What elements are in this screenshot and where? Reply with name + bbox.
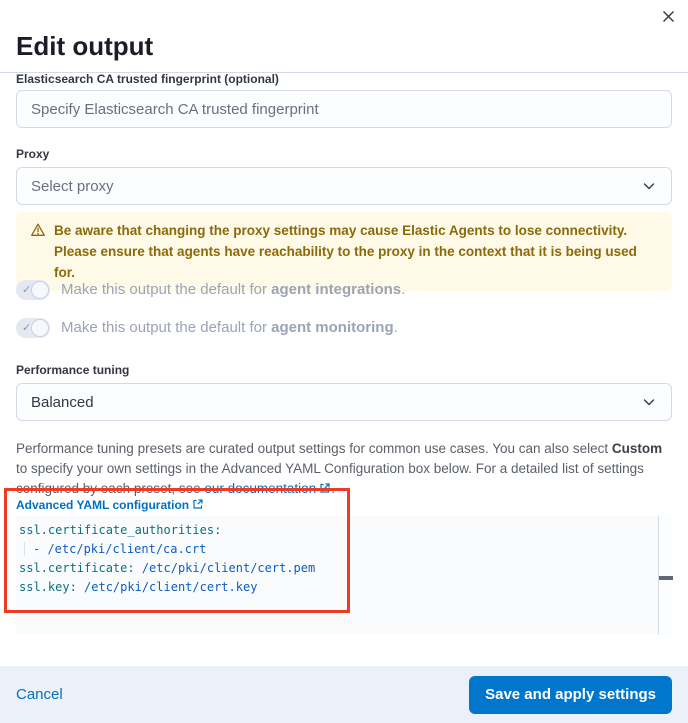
performance-tuning-select[interactable] bbox=[16, 383, 672, 421]
flyout-footer bbox=[0, 666, 688, 723]
check-icon: ✓ bbox=[22, 322, 32, 334]
proxy-warning-text: Be aware that changing the proxy settings may cause Elastic Agents to lose connectivity. Please ensure that agents have reachability to the proxy in the context that it is being used for. bbox=[54, 223, 637, 280]
performance-tuning-help-text: Performance tuning presets are curated output settings for common use cases. You can also select Custom to specify your own settings in the Advanced YAML Configuration box below. For a detailed list of settings configured by each preset, see our documentation . bbox=[16, 440, 663, 496]
editor-overview-ruler[interactable] bbox=[658, 516, 672, 635]
toggle-knob bbox=[31, 281, 49, 299]
yaml-line: ssl.certificate_authorities: bbox=[19, 523, 222, 537]
fingerprint-label: Elasticsearch CA trusted fingerprint (optional) bbox=[16, 73, 279, 86]
proxy-select[interactable] bbox=[16, 167, 672, 205]
default-integrations-toggle[interactable] bbox=[16, 280, 50, 300]
yaml-code-editor[interactable] bbox=[16, 516, 672, 635]
yaml-line: ssl.key: /etc/pki/client/cert.key bbox=[19, 580, 258, 594]
default-integrations-label: Make this output the default for agent integrations. bbox=[61, 281, 406, 298]
close-button[interactable] bbox=[656, 4, 680, 28]
default-monitoring-toggle-row bbox=[16, 318, 672, 338]
proxy-label: Proxy bbox=[16, 147, 50, 161]
external-link-icon bbox=[319, 482, 331, 494]
default-monitoring-toggle[interactable] bbox=[16, 318, 50, 338]
documentation-link[interactable]: our documentation bbox=[204, 481, 331, 496]
yaml-line: ssl.certificate: /etc/pki/client/cert.pem bbox=[19, 561, 316, 575]
default-monitoring-label: Make this output the default for agent monitoring. bbox=[61, 319, 398, 336]
check-icon: ✓ bbox=[22, 284, 32, 296]
performance-tuning-value: Balanced bbox=[31, 393, 94, 411]
warning-triangle-icon bbox=[30, 222, 46, 283]
flyout-body bbox=[0, 73, 688, 666]
cancel-button[interactable]: Cancel bbox=[16, 686, 63, 703]
page-title: Edit output bbox=[16, 31, 154, 62]
advanced-yaml-label[interactable]: Advanced YAML configuration bbox=[16, 498, 204, 512]
yaml-line: - /etc/pki/client/ca.crt bbox=[19, 540, 656, 559]
close-icon bbox=[662, 10, 675, 23]
editor-cursor-marker bbox=[659, 576, 673, 580]
toggle-knob bbox=[31, 319, 49, 337]
external-link-icon bbox=[192, 498, 204, 510]
save-and-apply-button[interactable]: Save and apply settings bbox=[469, 676, 672, 714]
performance-tuning-label: Performance tuning bbox=[16, 363, 130, 377]
fingerprint-input[interactable] bbox=[16, 90, 672, 128]
default-integrations-toggle-row bbox=[16, 280, 672, 300]
proxy-select-placeholder: Select proxy bbox=[31, 177, 114, 195]
chevron-down-icon bbox=[641, 178, 657, 194]
chevron-down-icon bbox=[641, 394, 657, 410]
